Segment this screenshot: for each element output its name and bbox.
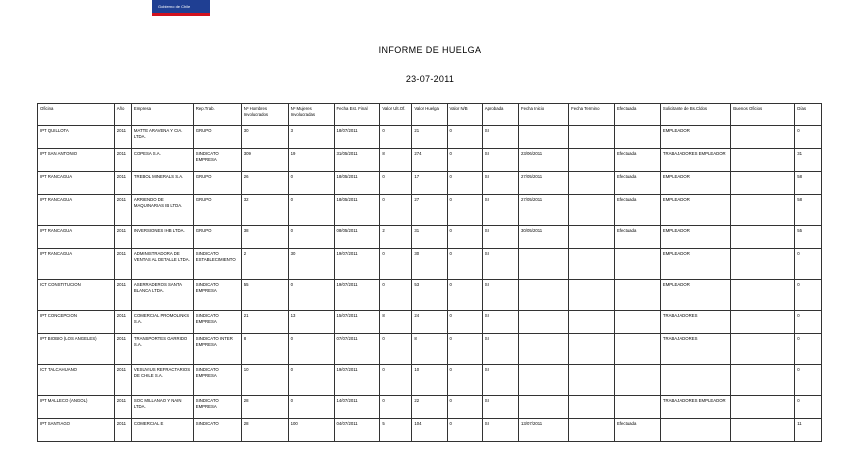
table-cell: SINDICATO EMPRESA <box>193 365 241 396</box>
table-cell: 0 <box>447 126 482 149</box>
table-cell: SINDICATO EMPRESA <box>193 149 241 172</box>
table-cell: 10 <box>241 365 288 396</box>
table-cell: ARRIENDO DE MAQUINARIAS IB LTDA. <box>131 195 193 226</box>
table-cell <box>660 419 730 442</box>
table-cell: GRUPO <box>193 172 241 195</box>
table-cell: IPT MALLECO (ANGOL) <box>38 396 115 419</box>
table-cell: EMPLEADOR <box>660 126 730 149</box>
header-solicitante: Solicitante de Bs.Cldos <box>660 104 730 126</box>
header-aprobada: Aprobada <box>482 104 518 126</box>
table-cell: 19/07/2011 <box>334 365 380 396</box>
header-dias: Días <box>795 104 822 126</box>
table-cell: 0 <box>288 195 334 226</box>
table-cell: 0 <box>447 149 482 172</box>
table-cell <box>569 172 615 195</box>
table-cell: SI <box>482 311 518 334</box>
table-cell: MATTE ARAVENA Y CIA. LTDA. <box>131 126 193 149</box>
table-cell: EMPLEADOR <box>660 172 730 195</box>
table-row <box>38 311 822 334</box>
table-cell: 8 <box>241 334 288 365</box>
header-valor-huelga: Valor Huelga <box>412 104 447 126</box>
table-cell: 0 <box>288 172 334 195</box>
table-cell: ADMINISTRADORA DE VENTAS AL DETALLE LTDA. <box>131 249 193 280</box>
table-cell: 19/07/2011 <box>334 280 380 311</box>
table-cell: 274 <box>412 149 447 172</box>
table-cell: 2 <box>241 249 288 280</box>
table-cell <box>731 311 795 334</box>
header-valor-ult-of: Valor Ult.Of. <box>380 104 412 126</box>
table-cell: 0 <box>795 280 822 311</box>
table-cell <box>731 195 795 226</box>
header-empresa: Empresa <box>131 104 193 126</box>
table-cell: SI <box>482 149 518 172</box>
table-cell <box>519 334 569 365</box>
table-cell: 2011 <box>114 226 131 249</box>
header-mujeres: Nº Mujeres Involucradas <box>288 104 334 126</box>
table-cell: SINDICATO EMPRESA <box>193 280 241 311</box>
table-cell: 2011 <box>114 172 131 195</box>
table-cell: Efectuada <box>614 226 660 249</box>
table-cell: 11 <box>795 419 822 442</box>
table-cell: 0 <box>795 365 822 396</box>
table-cell: 100 <box>288 419 334 442</box>
table-cell <box>569 126 615 149</box>
table-cell: 0 <box>795 126 822 149</box>
table-row <box>38 334 822 365</box>
table-cell: IPT SAN ANTONIO <box>38 149 115 172</box>
header-valor-nb: Valor N/B <box>447 104 482 126</box>
table-cell: 58 <box>795 195 822 226</box>
table-cell <box>569 149 615 172</box>
table-cell: 31 <box>412 226 447 249</box>
table-cell: 0 <box>288 396 334 419</box>
table-header-row <box>38 104 822 126</box>
table-cell: TRANSPORTES GARRIDO S.A. <box>131 334 193 365</box>
table-cell: 30 <box>241 126 288 149</box>
table-cell: 32 <box>241 195 288 226</box>
table-cell: IPT CONCEPCION <box>38 311 115 334</box>
table-cell: SI <box>482 226 518 249</box>
table-cell: 19 <box>288 149 334 172</box>
strike-report-table <box>37 103 822 442</box>
table-cell: 104 <box>412 419 447 442</box>
table-cell: 04/07/2011 <box>334 419 380 442</box>
table-cell: 0 <box>795 334 822 365</box>
table-cell <box>731 419 795 442</box>
table-cell <box>614 280 660 311</box>
logo-text: Gobierno de Chile <box>158 4 191 9</box>
header-oficina: Oficina <box>38 104 115 126</box>
table-cell <box>519 126 569 149</box>
table-cell: 2011 <box>114 311 131 334</box>
table-cell: SI <box>482 334 518 365</box>
table-cell <box>519 280 569 311</box>
table-cell <box>614 334 660 365</box>
table-cell: VESUVIUS REFRACTARIOS DE CHILE S.A. <box>131 365 193 396</box>
table-cell: 0 <box>380 365 412 396</box>
table-cell: GRUPO <box>193 126 241 149</box>
table-cell <box>569 396 615 419</box>
table-cell: 27/05/2011 <box>519 195 569 226</box>
table-cell: ICT CONSTITUCION <box>38 280 115 311</box>
table-cell: SINDICATO INTER EMPRESA <box>193 334 241 365</box>
table-cell: SI <box>482 419 518 442</box>
table-row <box>38 126 822 149</box>
table-cell: 2011 <box>114 280 131 311</box>
table-cell: 0 <box>447 195 482 226</box>
table-cell <box>519 249 569 280</box>
table-cell: 31 <box>795 149 822 172</box>
header-rep-trab: Rep.Trab. <box>193 104 241 126</box>
table-cell: TRABAJADORES <box>660 334 730 365</box>
table-cell: 38 <box>241 226 288 249</box>
table-cell: ASERRADEROS SANTA BLANCA LTDA. <box>131 280 193 311</box>
table-cell: 2011 <box>114 126 131 149</box>
table-cell <box>731 280 795 311</box>
table-cell <box>519 396 569 419</box>
table-cell: 26 <box>241 172 288 195</box>
table-cell: 0 <box>380 334 412 365</box>
table-cell: 0 <box>380 396 412 419</box>
table-cell: COPESA S.A. <box>131 149 193 172</box>
header-fecha-est-final: Fecha Est. Final <box>334 104 380 126</box>
header-buenos-oficios: Buenos Oficios <box>731 104 795 126</box>
table-cell: 55 <box>241 280 288 311</box>
table-row <box>38 419 822 442</box>
table-cell: Efectuada <box>614 149 660 172</box>
table-cell: IPT BIOBIO (LOS ANGELES) <box>38 334 115 365</box>
table-cell: 0 <box>447 172 482 195</box>
table-cell: 22 <box>412 396 447 419</box>
table-cell: 2011 <box>114 365 131 396</box>
table-cell <box>569 419 615 442</box>
table-cell: EMPLEADOR <box>660 226 730 249</box>
table-cell: 14/07/2011 <box>334 396 380 419</box>
table-row <box>38 249 822 280</box>
table-cell <box>614 396 660 419</box>
table-row <box>38 396 822 419</box>
table-cell <box>569 195 615 226</box>
header-fecha-inicio: Fecha Inicio <box>519 104 569 126</box>
table-cell: 28 <box>241 396 288 419</box>
table-cell: EMPLEADOR <box>660 195 730 226</box>
header-fecha-termino: Fecha Termino <box>569 104 615 126</box>
table-cell: 08/05/2011 <box>334 226 380 249</box>
table-cell: SOC MILLANAO Y NAIN LTDA. <box>131 396 193 419</box>
table-cell: TRABAJADORES EMPLEADOR <box>660 149 730 172</box>
table-cell: 28 <box>241 419 288 442</box>
table-cell: COMERCIAL E <box>131 419 193 442</box>
table-cell: 0 <box>380 195 412 226</box>
table-cell: 19/07/2011 <box>334 249 380 280</box>
table-cell: 2011 <box>114 396 131 419</box>
table-cell: 2011 <box>114 149 131 172</box>
table-cell: EMPLEADOR <box>660 249 730 280</box>
table-cell: SI <box>482 365 518 396</box>
table-cell: 0 <box>795 396 822 419</box>
table-cell: SI <box>482 249 518 280</box>
table-cell: Efectuada <box>614 172 660 195</box>
table-cell: 13/07/2011 <box>519 419 569 442</box>
table-row <box>38 226 822 249</box>
table-cell: 2011 <box>114 195 131 226</box>
table-cell: 27 <box>412 195 447 226</box>
table-cell <box>731 149 795 172</box>
table-cell <box>569 226 615 249</box>
table-cell: 0 <box>447 396 482 419</box>
table-cell: 07/07/2011 <box>334 334 380 365</box>
table-cell: 2011 <box>114 419 131 442</box>
table-cell: SI <box>482 195 518 226</box>
table-cell: 0 <box>380 280 412 311</box>
table-cell: 5 <box>380 419 412 442</box>
table-cell: SI <box>482 172 518 195</box>
table-cell: 18/07/2011 <box>334 126 380 149</box>
report-title: INFORME DE HUELGA <box>378 45 482 55</box>
table-cell: 30 <box>412 249 447 280</box>
table-cell: 0 <box>288 334 334 365</box>
table-cell: 58 <box>795 172 822 195</box>
table-cell: 0 <box>447 226 482 249</box>
table-cell <box>519 311 569 334</box>
table-cell: EMPLEADOR <box>660 280 730 311</box>
table-cell: ICT TALCAHUANO <box>38 365 115 396</box>
header-hombres: Nº Hombres Involucrados <box>241 104 288 126</box>
table-cell: 10 <box>412 365 447 396</box>
table-cell: IPT RANCAGUA <box>38 226 115 249</box>
table-cell <box>569 365 615 396</box>
table-cell: 0 <box>447 280 482 311</box>
table-cell: INVERSIONES IHB LTDA. <box>131 226 193 249</box>
table-cell <box>731 126 795 149</box>
table-cell: 24 <box>412 311 447 334</box>
table-cell: IPT RANCAGUA <box>38 172 115 195</box>
table-cell <box>614 311 660 334</box>
table-cell: 309 <box>241 149 288 172</box>
table-cell: 18/05/2011 <box>334 195 380 226</box>
table-row <box>38 172 822 195</box>
table-cell <box>569 280 615 311</box>
table-cell: 0 <box>288 365 334 396</box>
header-efectuada: Efectuada <box>614 104 660 126</box>
table-cell: SI <box>482 396 518 419</box>
table-cell: 2011 <box>114 334 131 365</box>
table-cell: 8 <box>380 149 412 172</box>
table-cell <box>731 365 795 396</box>
table-cell: 0 <box>380 249 412 280</box>
table-cell: SINDICATO ESTABLECIMIENTO <box>193 249 241 280</box>
table-cell: IPT RANCAGUA <box>38 249 115 280</box>
table-cell: 0 <box>795 249 822 280</box>
header-ano: Año <box>114 104 131 126</box>
table-cell <box>614 126 660 149</box>
table-cell: 8 <box>380 311 412 334</box>
table-cell: 23/06/2011 <box>519 149 569 172</box>
table-cell: 0 <box>288 226 334 249</box>
table-cell: 2 <box>380 226 412 249</box>
table-cell <box>731 226 795 249</box>
table-cell: 0 <box>447 311 482 334</box>
table-row <box>38 149 822 172</box>
table-cell: TRABAJADORES <box>660 311 730 334</box>
table-cell: 18/05/2011 <box>334 172 380 195</box>
table-cell <box>731 249 795 280</box>
table-cell: SINDICATO EMPRESA <box>193 311 241 334</box>
table-cell: SINDICATO EMPRESA <box>193 396 241 419</box>
table-cell: 53 <box>412 280 447 311</box>
table-cell: 0 <box>447 249 482 280</box>
table-cell: SI <box>482 126 518 149</box>
table-cell: 15/07/2011 <box>334 311 380 334</box>
table-cell: 31/05/2011 <box>334 149 380 172</box>
table-cell: 21 <box>241 311 288 334</box>
table-cell <box>569 249 615 280</box>
table-row <box>38 195 822 226</box>
table-cell: TREBOL MINERALS S.A. <box>131 172 193 195</box>
table-row <box>38 365 822 396</box>
table-cell: 0 <box>288 280 334 311</box>
table-cell <box>731 334 795 365</box>
table-cell <box>519 365 569 396</box>
table-cell: GRUPO <box>193 226 241 249</box>
table-cell: 21 <box>412 126 447 149</box>
table-body <box>38 126 822 442</box>
table-cell <box>660 365 730 396</box>
table-cell: SI <box>482 280 518 311</box>
table-cell <box>569 334 615 365</box>
table-cell: COMERCIAL PROMOLINKS S.A. <box>131 311 193 334</box>
table-cell: 17 <box>412 172 447 195</box>
table-cell <box>614 365 660 396</box>
government-logo <box>152 0 210 16</box>
table-cell: Efectuada <box>614 419 660 442</box>
table-cell: IPT QUILLOTA <box>38 126 115 149</box>
table-cell: 0 <box>447 365 482 396</box>
table-cell <box>569 311 615 334</box>
table-row <box>38 280 822 311</box>
table-cell: 3 <box>288 126 334 149</box>
table-cell: 0 <box>447 419 482 442</box>
table-cell: 2011 <box>114 249 131 280</box>
table-cell: 0 <box>380 126 412 149</box>
table-cell: 27/05/2011 <box>519 172 569 195</box>
table-cell <box>614 249 660 280</box>
table-cell: IPT RANCAGUA <box>38 195 115 226</box>
table-cell: 30/05/2011 <box>519 226 569 249</box>
table-cell <box>731 172 795 195</box>
table-cell: 8 <box>412 334 447 365</box>
table-cell: GRUPO <box>193 195 241 226</box>
table-cell: 0 <box>380 172 412 195</box>
table-cell: 0 <box>447 334 482 365</box>
table-cell: Efectuada <box>614 195 660 226</box>
table-cell: SINDICATO <box>193 419 241 442</box>
table-cell: 13 <box>288 311 334 334</box>
table-cell <box>731 396 795 419</box>
table-cell: IPT SANTIAGO <box>38 419 115 442</box>
table-cell: 0 <box>795 311 822 334</box>
table-cell: 55 <box>795 226 822 249</box>
table-cell: 30 <box>288 249 334 280</box>
report-date: 23-07-2011 <box>405 74 455 84</box>
table-cell: TRABAJADORES EMPLEADOR <box>660 396 730 419</box>
